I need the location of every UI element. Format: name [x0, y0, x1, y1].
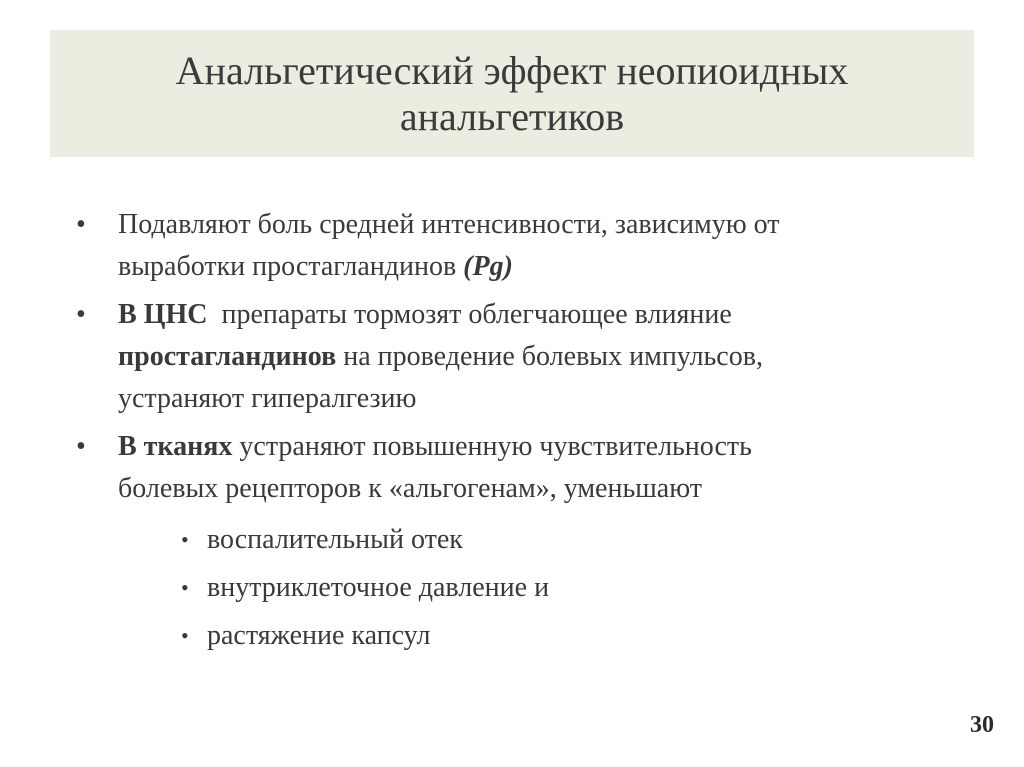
bullet-item-3: [74, 426, 954, 510]
bullet-2-line-2-rest: на проведение болевых импульсов,: [336, 341, 763, 372]
bullet-dot-icon: •: [76, 209, 86, 240]
sub-bullet-item: [181, 612, 954, 660]
bullet-list: [74, 204, 954, 660]
bullet-1-line-2-text: выработки простагландинов: [118, 251, 464, 282]
bullet-dot-icon: •: [76, 431, 86, 462]
sub-bullet-text: воспалительный отек: [207, 524, 463, 555]
bullet-3-line-1-rest: устраняют повышенную чувствительность: [232, 431, 752, 462]
tissues-lead: В тканях: [118, 431, 233, 462]
bullet-dot-icon: •: [76, 299, 86, 330]
pg-abbreviation: (Pg): [463, 251, 513, 282]
bullet-3-line-2: болевых рецепторов к «альгогенам», уменьшают: [118, 473, 703, 504]
title-box: [50, 30, 974, 157]
sub-bullet-dot-icon: •: [181, 527, 189, 552]
sub-bullet-item: [181, 564, 954, 612]
bullet-1-line-2: [118, 246, 954, 288]
bullet-3-line-1: [118, 426, 954, 468]
sub-bullet-dot-icon: •: [181, 623, 189, 648]
bullet-item-2: [74, 294, 954, 420]
slide-title-line-1: Анальгетический эффект неопиоидных: [175, 47, 849, 93]
cns-lead: В ЦНС: [118, 299, 208, 330]
sub-bullet-item: [181, 516, 954, 564]
bullet-2-line-1: [118, 294, 954, 336]
bullet-item-1: [74, 204, 954, 288]
prostaglandins-bold: простагландинов: [118, 341, 337, 372]
sub-bullet-text: растяжение капсул: [207, 620, 431, 651]
bullet-2-line-1-rest: препараты тормозят облегчающее влияние: [207, 299, 732, 330]
sub-bullet-list: [74, 516, 954, 660]
sub-bullet-dot-icon: •: [181, 575, 189, 600]
bullet-1-line-1: Подавляют боль средней интенсивности, зависимую от: [118, 209, 780, 240]
slide-title-line-2: анальгетиков: [399, 93, 625, 139]
page-number: 30: [970, 712, 994, 738]
bullet-2-line-3: устраняют гипералгезию: [118, 383, 417, 414]
sub-bullet-text: внутриклеточное давление и: [207, 572, 550, 603]
bullet-2-line-2: [118, 336, 954, 378]
